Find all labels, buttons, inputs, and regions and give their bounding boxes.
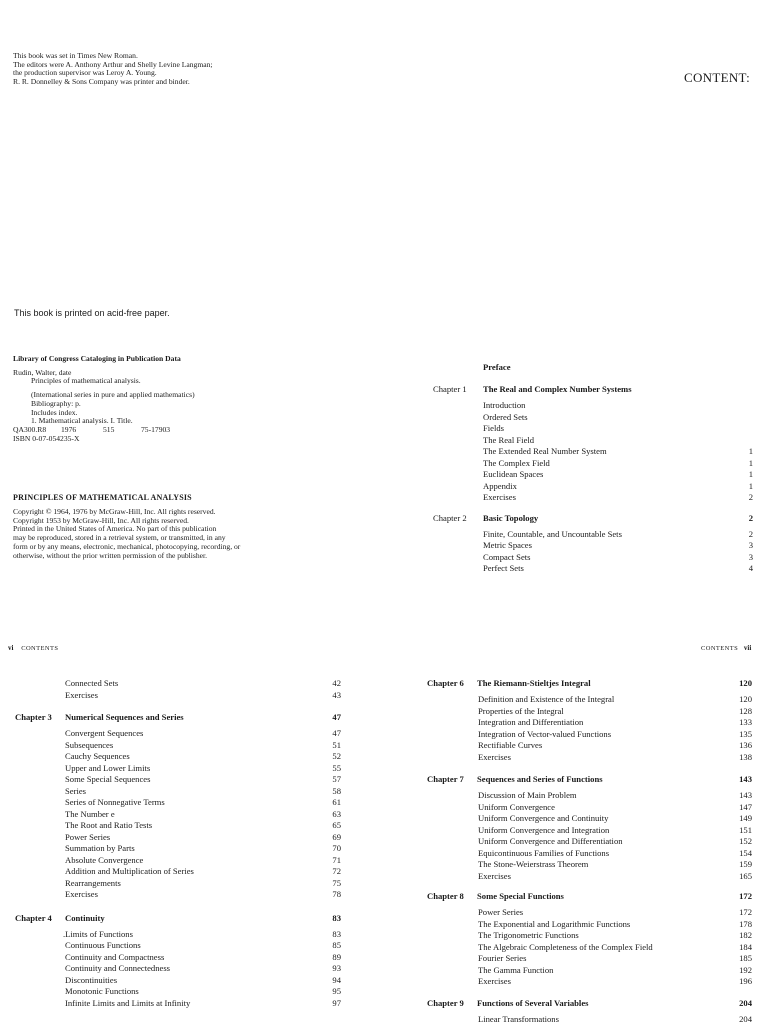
- chapter-label: Chapter 6: [427, 678, 464, 690]
- toc-entry: [63, 952, 341, 964]
- cip-index: Includes index.: [13, 409, 195, 418]
- chapter-label: Chapter 1: [433, 384, 467, 396]
- entry-title: Integration of Vector-valued Functions: [478, 729, 611, 741]
- entry-title: .Limits of Functions: [63, 929, 133, 941]
- entry-title: Connected Sets: [65, 678, 118, 690]
- chapter-page: 2: [749, 513, 753, 525]
- entry-page: 120: [739, 694, 752, 706]
- toc-entry: [478, 836, 752, 848]
- toc-entry: [478, 706, 752, 718]
- entry-title: The Root and Ratio Tests: [65, 820, 152, 832]
- toc-entry: [478, 694, 752, 706]
- entry-page: 65: [332, 820, 341, 832]
- toc-entry: [478, 871, 752, 883]
- chapter-label: Chapter 4: [15, 913, 52, 925]
- toc-entry: [483, 458, 753, 470]
- toc-chapter: [15, 913, 341, 927]
- entry-title: Discontinuities: [65, 975, 117, 987]
- entry-page: 159: [739, 859, 752, 871]
- toc-entry: [65, 763, 341, 775]
- entry-title: Discussion of Main Problem: [478, 790, 577, 802]
- entry-page: 58: [332, 786, 341, 798]
- entry-title: Appendix: [483, 481, 517, 493]
- entry-page: 128: [739, 706, 752, 718]
- toc-entry: [478, 976, 752, 988]
- entry-title: Continuity and Compactness: [65, 952, 164, 964]
- entry-page: 138: [739, 752, 752, 764]
- toc-entry: [478, 930, 752, 942]
- entry-page: 55: [332, 763, 341, 775]
- toc-entry: [65, 878, 341, 890]
- entry-title: Uniform Convergence: [478, 802, 555, 814]
- chapter-title: Functions of Several Variables: [477, 998, 588, 1010]
- entry-title: Linear Transformations: [478, 1014, 559, 1025]
- copyright-line: may be reproduced, stored in a retrieval system, or transmitted, in any: [13, 534, 240, 543]
- entry-title: Properties of the Integral: [478, 706, 564, 718]
- header-label: CONTENTS: [701, 645, 738, 652]
- entry-title: Upper and Lower Limits: [65, 763, 150, 775]
- entry-page: 178: [739, 919, 752, 931]
- book-title: PRINCIPLES OF MATHEMATICAL ANALYSIS: [13, 493, 192, 502]
- toc-entry: [65, 751, 341, 763]
- chapter-page: 47: [332, 712, 341, 724]
- colophon: [13, 52, 213, 87]
- entry-page: 151: [739, 825, 752, 837]
- toc-entry: [63, 940, 341, 952]
- toc-chapter: [427, 678, 752, 692]
- entry-title: Exercises: [65, 690, 98, 702]
- entry-title: Fourier Series: [478, 953, 526, 965]
- entry-title: Finite, Countable, and Uncountable Sets: [483, 529, 622, 541]
- entry-title: Uniform Convergence and Continuity: [478, 813, 608, 825]
- cip-block: [13, 355, 195, 443]
- toc-entry: [65, 843, 341, 855]
- toc-entry: [483, 446, 753, 458]
- cip-series: (International series in pure and applied mathematics): [13, 391, 195, 400]
- toc-entry: [65, 740, 341, 752]
- entry-page: 154: [739, 848, 752, 860]
- entry-title: Power Series: [65, 832, 110, 844]
- chapter-page: 83: [332, 913, 341, 925]
- chapter-page: 120: [739, 678, 752, 690]
- entry-title: The Algebraic Completeness of the Complex Field: [478, 942, 653, 954]
- chapter-label: Chapter 9: [427, 998, 464, 1010]
- acid-free-notice: This book is printed on acid-free paper.: [14, 308, 170, 318]
- header-page-number: vii: [744, 644, 751, 652]
- entry-title: Metric Spaces: [483, 540, 532, 552]
- toc-entry: [65, 820, 341, 832]
- entry-page: 3: [749, 552, 753, 564]
- entry-page: 69: [332, 832, 341, 844]
- entry-title: Subsequences: [65, 740, 113, 752]
- toc-chapter: [427, 774, 752, 788]
- entry-page: 1: [749, 481, 753, 493]
- entry-page: 196: [739, 976, 752, 988]
- cip-call-lc: QA300.R8: [13, 426, 46, 435]
- toc-entry: [483, 540, 753, 552]
- entry-title: Infinite Limits and Limits at Infinity: [65, 998, 190, 1010]
- toc-entry: [63, 963, 341, 975]
- toc-entry: [483, 492, 753, 504]
- entry-title: Some Special Sequences: [65, 774, 150, 786]
- entry-page: 52: [332, 751, 341, 763]
- running-header-left: [8, 644, 58, 652]
- entry-page: 42: [332, 678, 341, 690]
- entry-page: 135: [739, 729, 752, 741]
- entry-page: 185: [739, 953, 752, 965]
- entry-page: 83: [332, 929, 341, 941]
- entry-title: Exercises: [65, 889, 98, 901]
- entry-title: Power Series: [478, 907, 523, 919]
- toc-entry: [478, 965, 752, 977]
- chapter-title: Numerical Sequences and Series: [65, 712, 184, 724]
- entry-page: 133: [739, 717, 752, 729]
- entry-title: Exercises: [478, 752, 511, 764]
- cip-call-lccn: 75-17903: [141, 426, 170, 435]
- toc-entry: [65, 774, 341, 786]
- entry-title: The Stone-Weierstrass Theorem: [478, 859, 588, 871]
- entry-title: Exercises: [478, 976, 511, 988]
- chapter-page: 204: [739, 998, 752, 1010]
- chapter-label: Chapter 7: [427, 774, 464, 786]
- toc-entry: [478, 740, 752, 752]
- chapter-title: Basic Topology: [483, 513, 538, 525]
- toc-entry: [483, 435, 753, 447]
- chapter-title: Some Special Functions: [477, 891, 564, 903]
- entry-page: 4: [749, 563, 753, 575]
- toc-entry: [478, 919, 752, 931]
- entry-title: The Real Field: [483, 435, 534, 447]
- entry-page: 94: [332, 975, 341, 987]
- entry-title: Definition and Existence of the Integral: [478, 694, 614, 706]
- entry-title: Series: [65, 786, 86, 798]
- entry-page: 97: [332, 998, 341, 1010]
- entry-page: 72: [332, 866, 341, 878]
- entry-title: Rectifiable Curves: [478, 740, 542, 752]
- entry-title: The Gamma Function: [478, 965, 553, 977]
- cip-bibliography: Bibliography: p.: [13, 400, 195, 409]
- toc-entry: [483, 481, 753, 493]
- entry-page: 3: [749, 540, 753, 552]
- entry-page: 1: [749, 469, 753, 481]
- toc-entry: [483, 552, 753, 564]
- entry-title: Compact Sets: [483, 552, 531, 564]
- chapter-label: Chapter 3: [15, 712, 52, 724]
- cip-call-number: [13, 426, 195, 435]
- copyright-line: Printed in the United States of America. No part of this publication: [13, 525, 240, 534]
- entry-page: 75: [332, 878, 341, 890]
- copyright-line: Copyright 1953 by McGraw-Hill, Inc. All rights reserved.: [13, 517, 240, 526]
- toc-entry: [65, 855, 341, 867]
- entry-page: 63: [332, 809, 341, 821]
- entry-title: Fields: [483, 423, 504, 435]
- entry-title: Addition and Multiplication of Series: [65, 866, 194, 878]
- toc-entry: [478, 802, 752, 814]
- running-header-right: [701, 644, 751, 652]
- entry-title: The Trigonometric Functions: [478, 930, 579, 942]
- entry-title: Introduction: [483, 400, 525, 412]
- toc-entry: [65, 832, 341, 844]
- toc-entry: [63, 975, 341, 987]
- toc-entry: [63, 929, 341, 941]
- entry-title: Uniform Convergence and Integration: [478, 825, 609, 837]
- toc-entry: [63, 998, 341, 1010]
- chapter-label: Chapter 2: [433, 513, 467, 525]
- toc-entry: [65, 728, 341, 740]
- entry-page: 89: [332, 952, 341, 964]
- colophon-line: The editors were A. Anthony Arthur and Shelly Levine Langman;: [13, 61, 213, 70]
- cip-heading: Library of Congress Cataloging in Publication Data: [13, 355, 195, 364]
- toc-entry: [478, 859, 752, 871]
- toc-entry: [478, 729, 752, 741]
- toc-entry: [478, 942, 752, 954]
- entry-page: 71: [332, 855, 341, 867]
- cip-subjects: 1. Mathematical analysis. I. Title.: [13, 417, 195, 426]
- toc-entry: [478, 825, 752, 837]
- toc-entry: [65, 809, 341, 821]
- entry-title: Summation by Parts: [65, 843, 135, 855]
- entry-title: Perfect Sets: [483, 563, 524, 575]
- toc-chapter: [433, 384, 753, 398]
- toc-bottom-right: [427, 678, 752, 1025]
- colophon-line: R. R. Donnelley & Sons Company was printer and binder.: [13, 78, 213, 87]
- entry-title: Equicontinuous Families of Functions: [478, 848, 609, 860]
- entry-page: 57: [332, 774, 341, 786]
- entry-page: 85: [332, 940, 341, 952]
- entry-title: Absolute Convergence: [65, 855, 143, 867]
- toc-entry: [478, 717, 752, 729]
- entry-page: 2: [749, 529, 753, 541]
- toc-chapter: [433, 513, 753, 527]
- entry-title: Cauchy Sequences: [65, 751, 130, 763]
- copyright-block: [13, 508, 240, 560]
- entry-title: Convergent Sequences: [65, 728, 143, 740]
- chapter-page: 172: [739, 891, 752, 903]
- chapter-title: Sequences and Series of Functions: [477, 774, 603, 786]
- entry-title: The Complex Field: [483, 458, 550, 470]
- toc-bottom-left: [15, 678, 341, 1009]
- toc-entry: [65, 678, 341, 690]
- entry-page: 204: [739, 1014, 752, 1025]
- entry-title: Exercises: [478, 871, 511, 883]
- toc-entry: [63, 986, 341, 998]
- entry-title: The Exponential and Logarithmic Functions: [478, 919, 630, 931]
- entry-page: 93: [332, 963, 341, 975]
- entry-title: Continuity and Connectedness: [65, 963, 170, 975]
- entry-page: 78: [332, 889, 341, 901]
- toc-entry: [65, 889, 341, 901]
- entry-page: 2: [749, 492, 753, 504]
- entry-page: 143: [739, 790, 752, 802]
- toc-entry: [483, 529, 753, 541]
- toc-entry: [483, 563, 753, 575]
- copyright-line: otherwise, without the prior written permission of the publisher.: [13, 552, 240, 561]
- toc-entry: [483, 412, 753, 424]
- copyright-line: Copyright © 1964, 1976 by McGraw-Hill, Inc. All rights reserved.: [13, 508, 240, 517]
- cip-call-dewey: 515: [103, 426, 114, 435]
- toc-entry: [478, 907, 752, 919]
- toc-top-right: [433, 384, 753, 575]
- entry-page: 165: [739, 871, 752, 883]
- chapter-label: Chapter 8: [427, 891, 464, 903]
- toc-entry: [478, 848, 752, 860]
- entry-page: 192: [739, 965, 752, 977]
- colophon-line: the production supervisor was Leroy A. Young.: [13, 69, 213, 78]
- cip-title: Principles of mathematical analysis.: [13, 377, 195, 386]
- chapter-title: Continuity: [65, 913, 105, 925]
- toc-preface: Preface: [483, 362, 511, 372]
- toc-entry: [478, 1014, 752, 1025]
- entry-page: 172: [739, 907, 752, 919]
- toc-chapter: [427, 998, 752, 1012]
- entry-page: 1: [749, 458, 753, 470]
- toc-entry: [483, 469, 753, 481]
- entry-title: Exercises: [483, 492, 516, 504]
- entry-title: Series of Nonnegative Terms: [65, 797, 165, 809]
- entry-title: Uniform Convergence and Differentiation: [478, 836, 623, 848]
- entry-page: 70: [332, 843, 341, 855]
- entry-page: 43: [332, 690, 341, 702]
- entry-page: 47: [332, 728, 341, 740]
- cip-call-year: 1976: [61, 426, 76, 435]
- chapter-title: The Real and Complex Number Systems: [483, 384, 632, 396]
- entry-page: 182: [739, 930, 752, 942]
- entry-title: Euclidean Spaces: [483, 469, 543, 481]
- entry-page: 149: [739, 813, 752, 825]
- colophon-line: This book was set in Times New Roman.: [13, 52, 213, 61]
- entry-title: The Number e: [65, 809, 115, 821]
- entry-title: Monotonic Functions: [65, 986, 139, 998]
- toc-entry: [478, 752, 752, 764]
- contents-heading: CONTENT:: [684, 70, 750, 86]
- cip-isbn: ISBN 0-07-054235-X: [13, 435, 195, 444]
- entry-page: 1: [749, 446, 753, 458]
- toc-entry: [483, 400, 753, 412]
- entry-page: 51: [332, 740, 341, 752]
- toc-entry: [65, 786, 341, 798]
- chapter-page: 143: [739, 774, 752, 786]
- entry-title: Integration and Differentiation: [478, 717, 583, 729]
- copyright-line: form or by any means, electronic, mechanical, photocopying, recording, or: [13, 543, 240, 552]
- entry-title: Ordered Sets: [483, 412, 528, 424]
- header-page-number: vi: [8, 644, 13, 652]
- toc-entry: [65, 866, 341, 878]
- toc-entry: [478, 813, 752, 825]
- entry-title: The Extended Real Number System: [483, 446, 607, 458]
- toc-chapter: [15, 712, 341, 726]
- entry-page: 61: [332, 797, 341, 809]
- toc-entry: [483, 423, 753, 435]
- chapter-title: The Riemann-Stieltjes Integral: [477, 678, 591, 690]
- toc-entry: [65, 797, 341, 809]
- entry-page: 184: [739, 942, 752, 954]
- cip-author: Rudin, Walter, date: [13, 369, 195, 378]
- entry-title: Continuous Functions: [65, 940, 141, 952]
- entry-page: 152: [739, 836, 752, 848]
- toc-entry: [478, 790, 752, 802]
- toc-chapter: [427, 891, 752, 905]
- entry-page: 136: [739, 740, 752, 752]
- toc-entry: [478, 953, 752, 965]
- entry-page: 147: [739, 802, 752, 814]
- entry-title: Rearrangements: [65, 878, 121, 890]
- toc-entry: [65, 690, 341, 702]
- header-label: CONTENTS: [21, 645, 58, 652]
- entry-page: 95: [332, 986, 341, 998]
